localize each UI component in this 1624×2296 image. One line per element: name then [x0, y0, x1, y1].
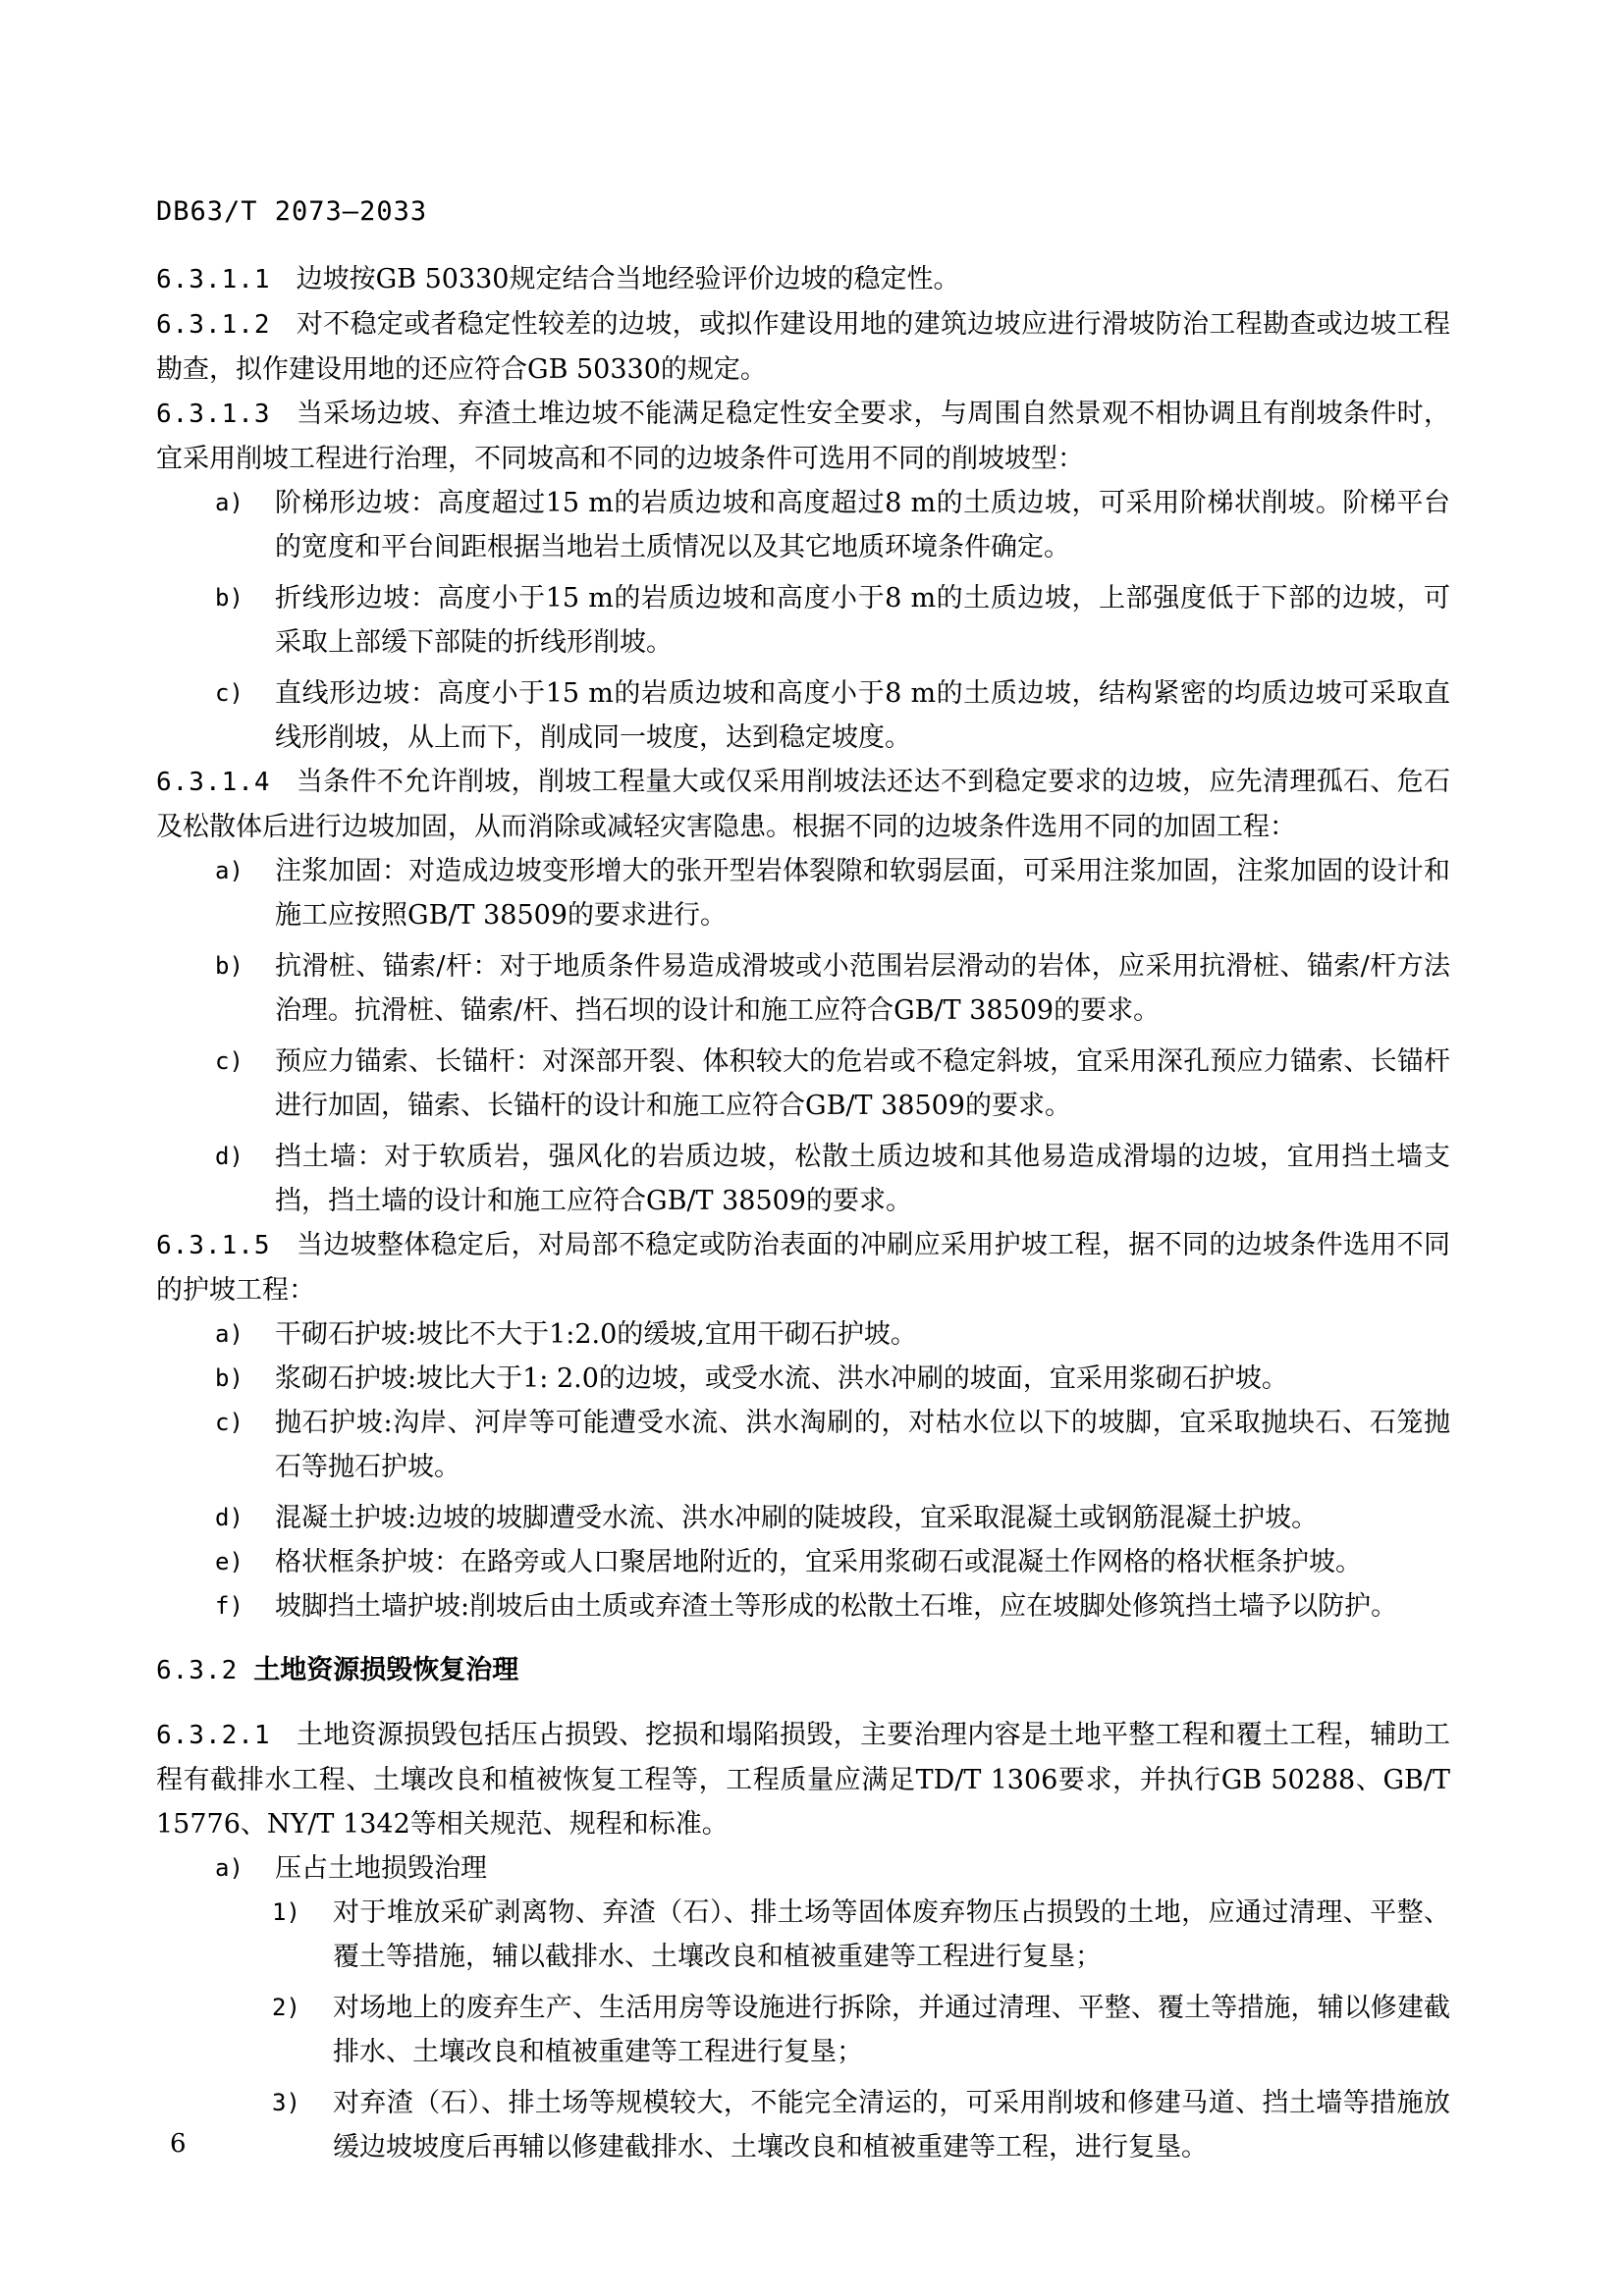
clause-number: 6.3.1.2	[156, 310, 271, 340]
list-item	[156, 1357, 1450, 1401]
list-label: c)	[215, 1047, 244, 1075]
list-item	[156, 1846, 1450, 1891]
list-item	[156, 576, 1450, 665]
list-text: 坡脚挡土墙护坡:削坡后由土质或弃渣土等形成的松散土石堆，应在坡脚处修筑挡土墙予以防护。	[275, 1591, 1398, 1622]
clause-6-3-1-2	[156, 302, 1450, 392]
list-item	[156, 1540, 1450, 1584]
list-item	[156, 481, 1450, 569]
list-text: 预应力锚索、长锚杆：对深部开裂、体积较大的危岩或不稳定斜坡，宜采用深孔预应力锚索、长锚杆进行加固，锚索、长锚杆的设计和施工应符合GB/T 38509的要求。	[275, 1046, 1450, 1121]
list-item	[156, 944, 1450, 1033]
list-item	[156, 1401, 1450, 1489]
section-heading-6-3-2	[156, 1648, 1450, 1693]
list-text: 混凝土护坡:边坡的坡脚遭受水流、洪水冲刷的陡坡段，宜采取混凝土或钢筋混凝土护坡。	[275, 1503, 1319, 1533]
sub-list-label: 1)	[272, 1898, 300, 1926]
clause-number: 6.3.1.1	[156, 265, 271, 294]
clause-text: 当条件不允许削坡，削坡工程量大或仅采用削坡法还达不到稳定要求的边坡，应先清理孤石、危石及松散体后进行边坡加固，从而消除或减轻灾害隐患。根据不同的边坡条件选用不同的加固工程：	[156, 767, 1450, 842]
page-number: 6	[170, 2129, 187, 2159]
list-text: 浆砌石护坡:坡比大于1: 2.0的边坡，或受水流、洪水冲刷的坡面，宜采用浆砌石护坡。	[275, 1363, 1288, 1394]
list-text: 折线形边坡：高度小于15 m的岩质边坡和高度小于8 m的土质边坡，上部强度低于下部的边坡，可采取上部缓下部陡的折线形削坡。	[275, 583, 1450, 658]
sub-list-label: 3)	[272, 2089, 300, 2116]
sub-list-item	[156, 1986, 1450, 2074]
list-text: 阶梯形边坡：高度超过15 m的岩质边坡和高度超过8 m的土质边坡，可采用阶梯状削坡。阶梯平台的宽度和平台间距根据当地岩土质情况以及其它地质环境条件确定。	[275, 488, 1450, 562]
list-text: 注浆加固：对造成边坡变形增大的张开型岩体裂隙和软弱层面，可采用注浆加固，注浆加固的设计和施工应按照GB/T 38509的要求进行。	[275, 856, 1450, 931]
clause-text: 边坡按GB 50330规定结合当地经验评价边坡的稳定性。	[296, 264, 960, 294]
sub-list-text: 对弃渣（石）、排土场等规模较大，不能完全清运的，可采用削坡和修建马道、挡土墙等措施放缓边坡坡度后再辅以修建截排水、土壤改良和植被重建等工程，进行复垦。	[333, 2088, 1450, 2163]
list-text: 挡土墙：对于软质岩，强风化的岩质边坡，松散土质边坡和其他易造成滑塌的边坡，宜用挡土墙支挡，挡土墙的设计和施工应符合GB/T 38509的要求。	[275, 1142, 1450, 1216]
list-label: b)	[215, 952, 244, 980]
list-text: 直线形边坡：高度小于15 m的岩质边坡和高度小于8 m的土质边坡，结构紧密的均质边坡可采取直线形削坡，从上而下，削成同一坡度，达到稳定坡度。	[275, 678, 1450, 753]
clause-6-3-1-5	[156, 1223, 1450, 1312]
clause-text: 土地资源损毁包括压占损毁、挖损和塌陷损毁，主要治理内容是土地平整工程和覆土工程，辅助工程有截排水工程、土壤改良和植被恢复工程等，工程质量应满足TD/T 1306要求，并执行GB 50288、GB/T 15776、NY/T 1342等相关规范、规程和标准。	[156, 1720, 1450, 1840]
clause-6-3-1-4	[156, 760, 1450, 849]
sub-list-text: 对于堆放采矿剥离物、弃渣（石）、排土场等固体废弃物压占损毁的土地，应通过清理、平整、覆土等措施，辅以截排水、土壤改良和植被重建等工程进行复垦；	[333, 1897, 1450, 1972]
list-item	[156, 1584, 1450, 1629]
clause-6-3-1-3	[156, 392, 1450, 481]
list-text: 抗滑桩、锚索/杆：对于地质条件易造成滑坡或小范围岩层滑动的岩体，应采用抗滑桩、锚索/杆方法治理。抗滑桩、锚索/杆、挡石坝的设计和施工应符合GB/T 38509的要求。	[275, 951, 1450, 1026]
list-label: a)	[215, 489, 244, 516]
list-text: 抛石护坡:沟岸、河岸等可能遭受水流、洪水淘刷的，对枯水位以下的坡脚，宜采取抛块石、石笼抛石等抛石护坡。	[275, 1408, 1450, 1482]
list-label: f)	[215, 1592, 244, 1620]
list-label: d)	[215, 1504, 244, 1531]
clause-text: 当采场边坡、弃渣土堆边坡不能满足稳定性安全要求，与周围自然景观不相协调且有削坡条件时，宜采用削坡工程进行治理，不同坡高和不同的边坡条件可选用不同的削坡坡型：	[156, 399, 1450, 474]
list-label: c)	[215, 679, 244, 707]
sub-list-text: 对场地上的废弃生产、生活用房等设施进行拆除，并通过清理、平整、覆土等措施，辅以修建截排水、土壤改良和植被重建等工程进行复垦；	[333, 1993, 1450, 2067]
list-item	[156, 1312, 1450, 1357]
sub-list-item	[156, 2081, 1450, 2169]
doc-code-header: DB63/T 2073—2033	[156, 196, 428, 227]
list-text: 格状框条护坡：在路旁或人口聚居地附近的，宜采用浆砌石或混凝土作网格的格状框条护坡。	[275, 1547, 1362, 1577]
list-item	[156, 1135, 1450, 1223]
list-label: d)	[215, 1143, 244, 1170]
list-item	[156, 1040, 1450, 1128]
clause-6-3-2-1	[156, 1713, 1450, 1846]
clause-number: 6.3.2.1	[156, 1721, 271, 1750]
list-label: e)	[215, 1548, 244, 1575]
list-item	[156, 671, 1450, 760]
list-label: a)	[215, 1320, 244, 1348]
clause-number: 6.3.1.3	[156, 400, 271, 429]
section-title: 土地资源损毁恢复治理	[253, 1655, 519, 1685]
list-label: c)	[215, 1409, 244, 1436]
sub-list-item	[156, 1891, 1450, 1979]
list-item	[156, 849, 1450, 937]
clause-6-3-1-1	[156, 257, 1450, 302]
clause-number: 6.3.1.4	[156, 768, 271, 797]
clause-number: 6.3.1.5	[156, 1231, 271, 1260]
list-label: a)	[215, 857, 244, 884]
list-label: a)	[215, 1854, 244, 1882]
clause-text: 对不稳定或者稳定性较差的边坡，或拟作建设用地的建筑边坡应进行滑坡防治工程勘查或边坡工程勘查，拟作建设用地的还应符合GB 50330的规定。	[156, 309, 1450, 385]
page-body	[156, 257, 1450, 2169]
list-label: b)	[215, 1364, 244, 1392]
clause-text: 当边坡整体稳定后，对局部不稳定或防治表面的冲刷应采用护坡工程，据不同的边坡条件选用不同的护坡工程：	[156, 1230, 1450, 1306]
list-label: b)	[215, 584, 244, 612]
list-text: 干砌石护坡:坡比不大于1:2.0的缓坡,宜用干砌石护坡。	[275, 1319, 917, 1350]
section-number: 6.3.2	[156, 1656, 239, 1685]
sub-list-label: 2)	[272, 1994, 300, 2021]
list-text: 压占土地损毁治理	[275, 1853, 487, 1884]
list-item	[156, 1496, 1450, 1540]
